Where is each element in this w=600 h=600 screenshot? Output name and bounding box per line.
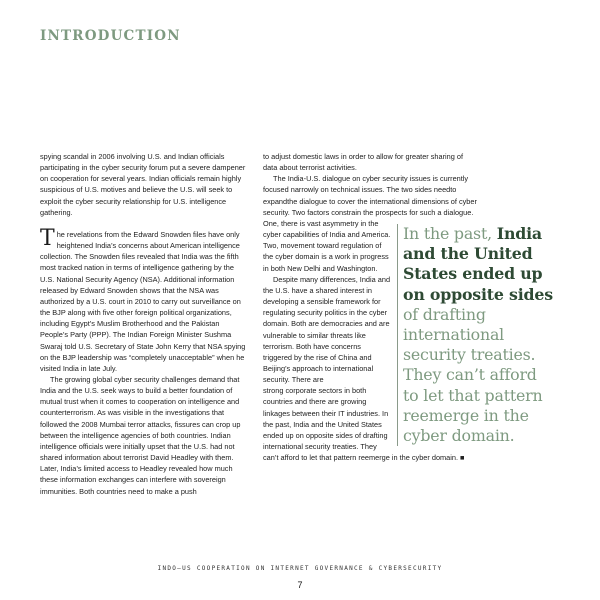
middle-paragraph-1: to adjust domestic laws in order to allow for greater sharing of data about terrorist activities. — [263, 152, 464, 173]
middle-paragraph-2: The India-U.S. dialogue on cyber security issues is currently focused narrowly on technical issues. The two sides needto expandthe dialogue to cover the international dimensions of cyber security. Two factors constrain the prospects for such a dialogue. One, there is vast asymmetry in the cyber capabilities of India and America. Two, movement toward regulation of the cyber domain is a work in progress in both New Delhi and Washington. — [263, 174, 477, 273]
left-column — [40, 151, 246, 497]
running-footer: INDO–US COOPERATION ON INTERNET GOVERNANCE & CYBERSECURITY — [157, 565, 443, 572]
left-paragraph-2 — [40, 225, 246, 374]
page-number: 7 — [297, 580, 303, 590]
left-paragraph-3: The growing global cyber security challenges demand that India and the U.S. seek ways to build a better foundation of mutual trust when it comes to cooperation on intelligence and counterterrorism. As was visible in the investigations that followed the 2008 Mumbai terror attacks, fissures can crop up between the intelligence agencies of both countries. Indian intelligence officials were initially upset that the U.S. had not shared information about terrorist David Headley with them. Later, India’s limited access to Headley revealed how much these information exchanges can interfere with sovereign immunities. Both countries need to make a push — [40, 374, 241, 496]
middle-paragraph-3: Despite many differences, India and the U.S. have a shared interest in developing a sensible framework for regulating security politics in the cyber domain. Both are democracies and are vulnerable to similar threats like terrorism. Both have concerns triggered by the rise of China and Beijing’s approach to international security. There are — [263, 274, 391, 385]
pull-quote — [397, 224, 553, 446]
pull-quote-emphasis: India and the United States ended up on opposite sides — [403, 224, 553, 304]
middle-paragraph-4: strong corporate sectors in both countries and there are growing linkages between their IT industries. In the past, India and the United States ended up on opposite sides of drafting international security treaties. They can’t afford to let that pattern reemerge in the cyber domain. ■ — [263, 386, 465, 463]
drop-cap: T — [40, 225, 55, 251]
pull-quote-text: In the past, India and the United States ended up on opposite sides of drafting international security treaties. They can’t afford to let that pattern reemerge in the cyber domain. — [403, 224, 553, 446]
left-paragraph-2-text: he revelations from the Edward Snowden files have only heightened India’s concerns about American intelligence collection. The Snowden files revealed that India was the fifth most tracked nation in terms of intelligence gathering by the U.S. National Security Agency (NSA). Additional information released by Edward Snowden shows that the NSA was authorized by a U.S. court in 2010 to carry out surveillance on the BJP along with five other foreign political organizations, including Egypt’s Muslim Brotherhood and the Pakistan People’s Party (PPP). The Indian Foreign Minister Sushma Swaraj told U.S. Secretary of State John Kerry that NSA spying on the BJP leadership was “completely unacceptable” when he visited India in late July. — [40, 229, 246, 373]
section-title: INTRODUCTION — [40, 28, 181, 44]
left-paragraph-1: spying scandal in 2006 involving U.S. and Indian officials participating in the cyber security forum put a severe dampener on cooperation for several years. Indian officials remain highly suspicious of U.S. motives and believe the U.S. will seek to exploit the cyber security relationship for U.S. intelligence gathering. — [40, 152, 246, 217]
